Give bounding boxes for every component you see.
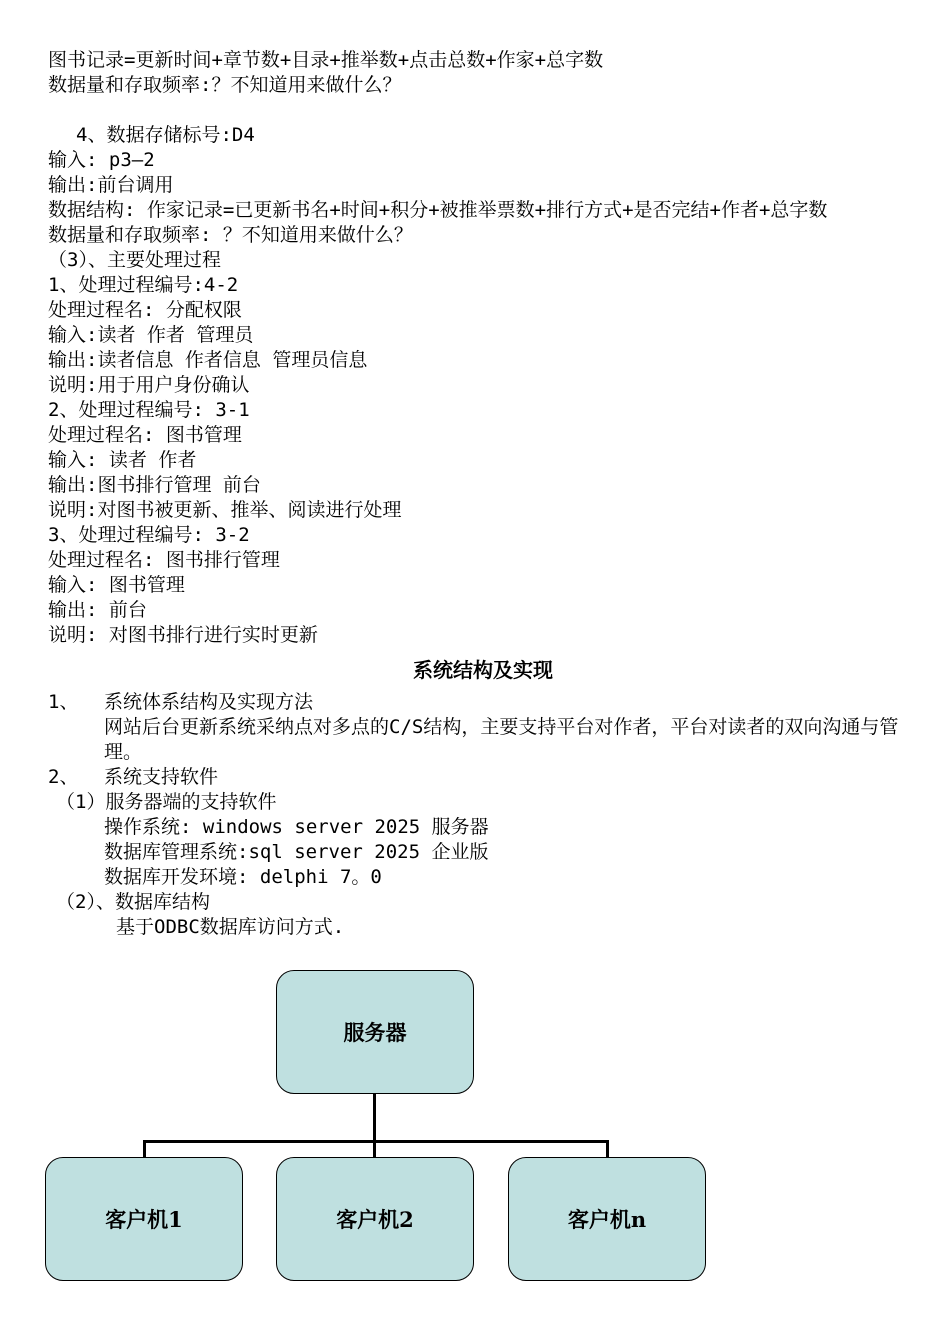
dev-env-line: 数据库开发环境: delphi 7。0 (104, 866, 382, 888)
blank-line (48, 98, 918, 123)
item-1-title: 系统体系结构及实现方法 (104, 691, 314, 713)
process-2-name: 处理过程名: 图书管理 (48, 424, 242, 446)
client-1-connector (143, 1140, 146, 1157)
process-1-note: 说明:用于用户身份确认 (48, 374, 250, 396)
process-3-name: 处理过程名: 图书排行管理 (48, 549, 280, 571)
item-2-title: 系统支持软件 (104, 766, 219, 788)
client-2-node: 客户机2 (276, 1157, 474, 1281)
cs-architecture-diagram (0, 968, 950, 1288)
section-title: 系统结构及实现 (413, 658, 553, 682)
server-software-heading: （1）服务器端的支持软件 (56, 791, 277, 813)
process-1-output: 输出:读者信息 作者信息 管理员信息 (48, 349, 368, 371)
process-3-output: 输出: 前台 (48, 599, 147, 621)
client-2-connector (373, 1140, 376, 1157)
item-1 (48, 690, 918, 715)
process-1-input: 输入:读者 作者 管理员 (48, 324, 254, 346)
item-2 (48, 765, 918, 790)
client-1-node: 客户机1 (45, 1157, 243, 1281)
process-3-note: 说明: 对图书排行进行实时更新 (48, 624, 318, 646)
data-structure-line: 数据结构: 作家记录=已更新书名+时间+积分+被推举票数+排行方式+是否完结+作者+总字数 (48, 199, 828, 221)
dbms-line: 数据库管理系统:sql server 2025 企业版 (104, 841, 489, 863)
process-1-number: 1、处理过程编号:4-2 (48, 274, 239, 296)
output-line: 输出:前台调用 (48, 174, 174, 196)
book-record-line: 图书记录=更新时间+章节数+目录+推举数+点击总数+作家+总字数 (48, 49, 604, 71)
process-2-output: 输出:图书排行管理 前台 (48, 474, 261, 496)
process-2-note: 说明:对图书被更新、推举、阅读进行处理 (48, 499, 402, 521)
horizontal-connector (143, 1140, 609, 1143)
odbc-line: 基于ODBC数据库访问方式. (116, 916, 345, 938)
document-body (48, 48, 918, 940)
data-volume-line: 数据量和存取频率:？不知道用来做什么？ (48, 74, 402, 96)
data-volume-line-2: 数据量和存取频率: ？不知道用来做什么？ (48, 224, 413, 246)
db-structure-heading: （2）、数据库结构 (56, 891, 210, 913)
process-3-input: 输入: 图书管理 (48, 574, 185, 596)
os-line: 操作系统: windows server 2025 服务器 (104, 816, 489, 838)
main-process-heading: （3）、主要处理过程 (48, 249, 221, 271)
input-line: 输入: p3—2 (48, 149, 155, 171)
data-store-heading: 4、数据存储标号:D4 (76, 124, 255, 146)
process-2-number: 2、处理过程编号: 3-1 (48, 399, 250, 421)
server-node: 服务器 (276, 970, 474, 1094)
item-1-number: 1、 (48, 691, 79, 713)
item-2-number: 2、 (48, 766, 79, 788)
client-n-node: 客户机n (508, 1157, 706, 1281)
client-n-connector (606, 1140, 609, 1157)
server-connector (373, 1094, 376, 1142)
architecture-paragraph: 网站后台更新系统采纳点对多点的C/S结构，主要支持平台对作者，平台对读者的双向沟通与管理。 (104, 716, 899, 763)
process-3-number: 3、处理过程编号: 3-2 (48, 524, 250, 546)
process-1-name: 处理过程名: 分配权限 (48, 299, 242, 321)
process-2-input: 输入: 读者 作者 (48, 449, 197, 471)
